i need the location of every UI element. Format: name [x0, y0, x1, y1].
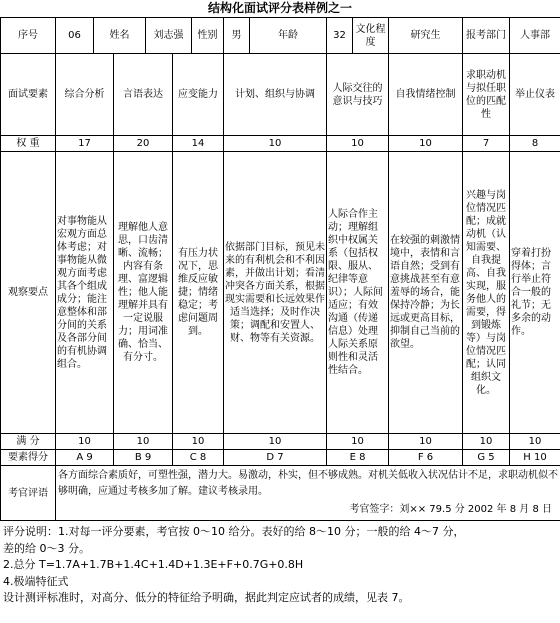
element-1: 综合分析: [56, 54, 114, 136]
score-label: 要素得分: [1, 450, 56, 466]
full-2: 10: [114, 434, 173, 450]
full-5: 10: [327, 434, 389, 450]
element-3: 应变能力: [173, 54, 224, 136]
weight-5: 10: [327, 136, 389, 152]
evaluation-cell: [56, 466, 560, 521]
score-8: H 10: [510, 450, 560, 466]
observation-1: 对事物能从宏观方面总体考虑；对事物能从微观方面考虑其各个组成成分；能注意整体和部分间的关系及各部分间的有机协调组合。: [56, 152, 114, 434]
weight-7: 7: [463, 136, 510, 152]
full-label: 满 分: [1, 434, 56, 450]
dept-label: 报考部门: [463, 18, 510, 54]
full-3: 10: [173, 434, 224, 450]
gender-label: 性别: [192, 18, 224, 54]
score-sheet: [0, 17, 560, 521]
observation-5: 人际合作主动；理解组织中权属关系（包括权限、服从、纪律等意识）；人际间适应；有效沟通（传递信息）处理人际关系原则性和灵活性结合。: [327, 152, 389, 434]
edu-value: 研究生: [389, 18, 463, 54]
score-row: [1, 450, 560, 466]
element-header: 面试要素: [1, 54, 56, 136]
scoring-notes: [3, 524, 558, 607]
sheet-title: 结构化面试评分表样例之一: [207, 1, 352, 15]
weight-4: 10: [224, 136, 327, 152]
score-7: G 5: [463, 450, 510, 466]
element-2: 言语表达: [114, 54, 173, 136]
evaluation-text: 各方面综合素质好，可塑性强，潜力大。易激动，朴实，但不够成熟。对机关低收入状况估计不足，求职动机似不够明确，应通过考核多加了解。建议考核录用。: [58, 470, 558, 497]
note-line-5: 设计测评标准时，对高分、低分的特征给予明确，据此判定应试者的成绩，见表 7。: [3, 591, 410, 604]
observation-4: 依据部门目标，预见未来的有利机会和不利因素，并做出计划；看清冲突各方面关系，根据现实需要和长远效果作适当选择；及时作决策；调配和安置人、财、物等有关资源。: [224, 152, 327, 434]
name-value: 刘志强: [146, 18, 192, 54]
seq-label: 序号: [1, 18, 56, 54]
full-score-row: [1, 434, 560, 450]
gender-value: 男: [224, 18, 250, 54]
element-6: 自我情绪控制: [389, 54, 463, 136]
element-5: 人际交往的意识与技巧: [327, 54, 389, 136]
edu-label: 文化程度: [353, 18, 389, 54]
age-value: 32: [327, 18, 353, 54]
element-7: 求职动机与拟任职位的匹配性: [463, 54, 510, 136]
observation-label: 观察要点: [1, 152, 56, 434]
info-row: [1, 18, 560, 54]
seq-value: 06: [56, 18, 94, 54]
observation-2: 理解他人意思，口齿清晰、流畅；内容有条理、富逻辑性；他人能理解并具有一定说服力；用词准确、恰当、有分寸。: [114, 152, 173, 434]
signature-line: 考官签字：刘×× 79.5 分 2002 年 8 月 8 日: [349, 504, 553, 515]
observation-3: 有压力状况下，思维反应敏捷；情绪稳定；考虑问题周到。: [173, 152, 224, 434]
age-label: 年龄: [250, 18, 327, 54]
note-line-2: 差的给 0～3 分。: [3, 541, 90, 555]
observation-7: 兴趣与岗位情况匹配；成就动机（认知需要、自我提高、自我实现，服务他人的需要，得到锻炼等）与岗位情况匹配；认同组织文化。: [463, 152, 510, 434]
score-5: E 8: [327, 450, 389, 466]
weight-1: 17: [56, 136, 114, 152]
full-7: 10: [463, 434, 510, 450]
full-6: 10: [389, 434, 463, 450]
weight-row: [1, 136, 560, 152]
element-4: 计划、组织与协调: [224, 54, 327, 136]
dept-value: 人事部: [510, 18, 560, 54]
note-line-4: 4.极端特征式: [3, 574, 69, 588]
full-4: 10: [224, 434, 327, 450]
score-3: C 8: [173, 450, 224, 466]
name-label: 姓名: [94, 18, 146, 54]
observation-8: 穿着打扮得体；言行举止符合一般的礼节；无多余的动作。: [510, 152, 560, 434]
note-line-3: 2.总分 T=1.7A+1.7B+1.4C+1.4D+1.3E+F+0.7G+0.8H: [3, 558, 304, 571]
elements-row: [1, 54, 560, 136]
note-line-1: 评分说明：1.对每一评分要素，考官按 0～10 给分。表好的给 8～10 分；一般的给 4～7 分，: [3, 525, 465, 538]
weight-3: 14: [173, 136, 224, 152]
full-1: 10: [56, 434, 114, 450]
observation-row: [1, 152, 560, 434]
score-1: A 9: [56, 450, 114, 466]
weight-2: 20: [114, 136, 173, 152]
score-6: F 6: [389, 450, 463, 466]
full-8: 10: [510, 434, 560, 450]
score-4: D 7: [224, 450, 327, 466]
observation-6: 在较强的刺激情境中，表情和言语自然；受到有意挑战甚至有意羞辱的场合，能保持冷静；为长远或更高目标，抑制自己当前的欲望。: [389, 152, 463, 434]
score-2: B 9: [114, 450, 173, 466]
weight-label: 权 重: [1, 136, 56, 152]
evaluation-label: 考官评语: [1, 466, 56, 521]
evaluation-row: [1, 466, 560, 521]
weight-6: 10: [389, 136, 463, 152]
weight-8: 8: [510, 136, 560, 152]
element-8: 举止仪表: [510, 54, 560, 136]
